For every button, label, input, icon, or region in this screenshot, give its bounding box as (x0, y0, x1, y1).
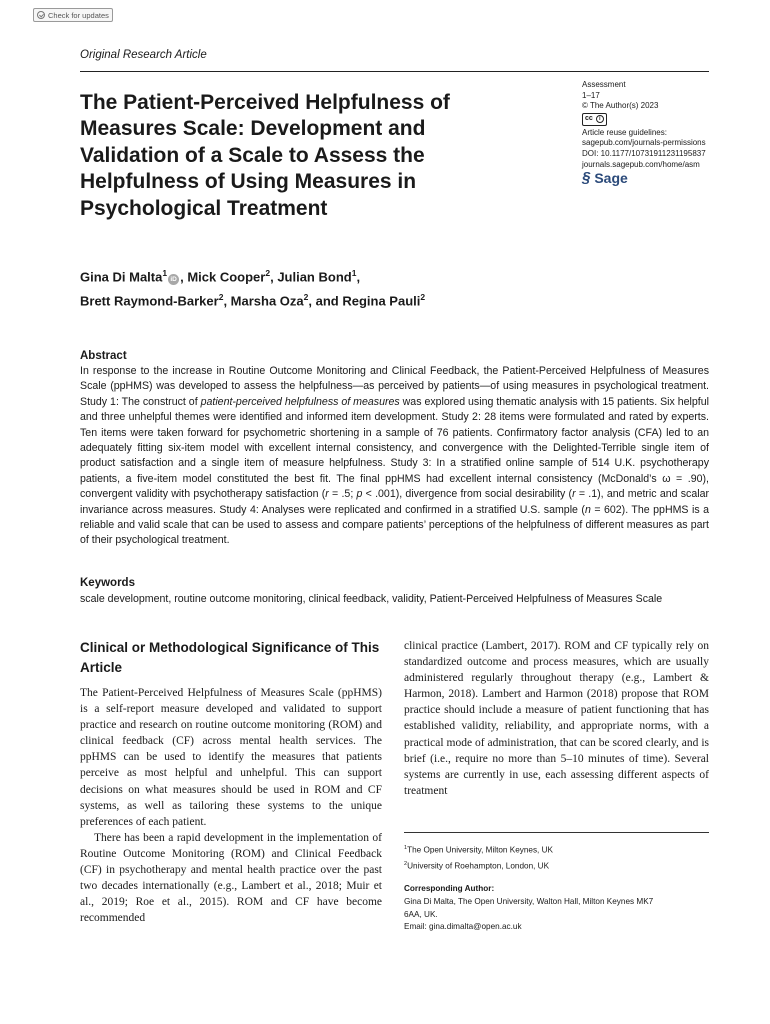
significance-paragraph: The Patient-Perceived Helpfulness of Measures Scale (ppHMS) is a self-report measure developed and validated to support practice and research on routine outcome monitoring (ROM) and clinical feedback (CF) across mental health services. The ppHMS can be used to identify the measures that patients perceive as most helpful and unhelpful. This can support decisions on what measures should be used in ROM and CF systems, as well as tailoring these systems to the unique preferences of each patient. (80, 687, 382, 828)
author-name: Julian Bond (277, 269, 352, 285)
reuse-label: Article reuse guidelines: (582, 127, 667, 137)
intro-paragraph: There has been a rapid development in the implementation of Routine Outcome Monitoring (ROM) and Clinical Feedback (CF) in psychotherapy and mental health practice over the past two decades internationally (e.g., Lambert et al., 2018; Muir et al., 2019; Roe et al., 2015). ROM and CF have become recommended (80, 831, 382, 925)
sage-logo (582, 169, 722, 187)
check-updates-icon (37, 11, 45, 19)
author-affiliation-mark: 2 (218, 292, 224, 303)
check-for-updates-button[interactable] (33, 8, 113, 22)
cc-by-icon: i (596, 115, 604, 123)
author-name: Marsha Oza (230, 293, 304, 309)
page-range: 1–17 (582, 90, 600, 100)
article-title: The Patient-Perceived Helpfulness of Measures Scale: Development and Validation of a Scale to Assess the Helpfulness of Using Measures in Psychological Treatment (80, 91, 450, 220)
corresponding-address-line1: Gina Di Malta, The Open University, Walton Hall, Milton Keynes MK7 (404, 896, 654, 906)
author-affiliation-mark: 1 (351, 268, 357, 278)
author-name: Mick Cooper (187, 269, 266, 285)
author-name: Regina Pauli (342, 293, 421, 309)
corresponding-heading: Corresponding Author: (404, 884, 495, 893)
author-separator: , (356, 269, 361, 285)
author-name: Brett Raymond-Barker (80, 293, 219, 309)
author-separator: , and (308, 293, 343, 309)
publisher-name: Sage (594, 170, 628, 187)
article-type: Original Research Article (80, 49, 207, 61)
cc-license-icon (582, 113, 607, 126)
reuse-link[interactable]: sagepub.com/journals-permissions (582, 138, 706, 148)
keywords-heading: Keywords (80, 577, 135, 589)
journal-meta (582, 80, 722, 187)
corresponding-address-line2: 6AA, UK. (404, 909, 438, 919)
orcid-icon[interactable]: iD (168, 274, 179, 285)
author-affiliation-mark: 2 (265, 268, 271, 278)
abstract-text: In response to the increase in Routine Outcome Monitoring and Clinical Feedback, the Patient-Perceived Helpfulness of Measures Scale (ppHMS) was developed to assess the helpfulness—as perceived by patients—of using measures in psychological treatment. Study 1: The construct of patient-perceived helpfulness of measures was explored using thematic analysis with 15 patients. Six helpful and three unhelpful themes were identified and informed item development. Study 2: 28 items were formulated and rated by experts. Ten items were taken forward for psychometric shortening in a sample of 76 patients. Confirmatory factor analysis (CFA) led to an adequately fitting six-item model with excellent internal consistency, and convergence with the Delighted-Terrible single item of product satisfaction and a single item of measure helpfulness. Study 3: In a stratified online sample of 514 U.K. psychotherapy patients, a five-item model constituted the best fit. The final ppHMS had excellent internal consistency (McDonald’s ω = .90), convergent validity with psychotherapy satisfaction (r = .5; p < .001), divergence from social desirability (r = .1), and metric and scalar invariance across measures. Study 4: Analyses were replicated and confirmed in a stratified U.S. sample (n = 602). The ppHMS is a reliable and valid scale that can be used to assess and compare patients’ perceptions of the helpfulness of different measures as part of their psychological treatment. (80, 365, 710, 547)
footnote-rule (404, 832, 709, 833)
affiliation-item: $^1$The Open University, Milton Keynes, UK (404, 845, 553, 855)
check-updates-label: Check for updates (48, 10, 109, 20)
author-affiliation-mark: 2 (303, 292, 309, 303)
author-list (80, 263, 600, 312)
intro-continued-paragraph: clinical practice (Lambert, 2017). ROM and CF typically rely on standardized outcome and process measures, which are usually administered regularly throughout therapy (e.g., Lambert & Harmon, 2018). Lambert and Harmon (2018) propose that ROM practice should include a measure of patient functioning that has established validity, reliability, and appropriate norms, with a practical mode of administration, that can be scored clearly, and is brief (i.e., require no more than 5–10 minutes of time). Several systems are currently in use, each assessing different aspects of treatment (404, 640, 709, 797)
affiliation-item: $^2$University of Roehampton, London, UK (404, 860, 550, 871)
left-column-body (80, 685, 382, 926)
cc-label: cc (585, 114, 593, 122)
journal-link[interactable]: journals.sagepub.com/home/asm (582, 159, 700, 169)
copyright: © The Author(s) 2023 (582, 101, 659, 111)
author-separator: , (270, 269, 278, 285)
right-column-body (404, 638, 709, 799)
author-separator: , (180, 269, 188, 285)
corresponding-email[interactable]: Email: gina.dimalta@open.ac.uk (404, 922, 522, 932)
journal-name: Assessment (582, 80, 626, 89)
author-affiliation-mark: 1 (162, 268, 168, 278)
author-affiliation-mark: 2 (420, 292, 426, 303)
doi[interactable]: DOI: 10.1177/10731911231195837 (582, 148, 706, 158)
abstract-heading: Abstract (80, 350, 127, 362)
author-separator: , (223, 293, 231, 309)
sage-s-icon: § (582, 169, 591, 187)
affiliations (404, 842, 709, 873)
author-name: Gina Di Malta (80, 269, 163, 285)
significance-heading: Clinical or Methodological Significance of This Article (80, 640, 380, 675)
corresponding-author (404, 883, 709, 934)
keywords-text: scale development, routine outcome monitoring, clinical feedback, validity, Patient-Perceived Helpfulness of Measures Scale (80, 593, 663, 605)
header-rule (80, 71, 709, 72)
